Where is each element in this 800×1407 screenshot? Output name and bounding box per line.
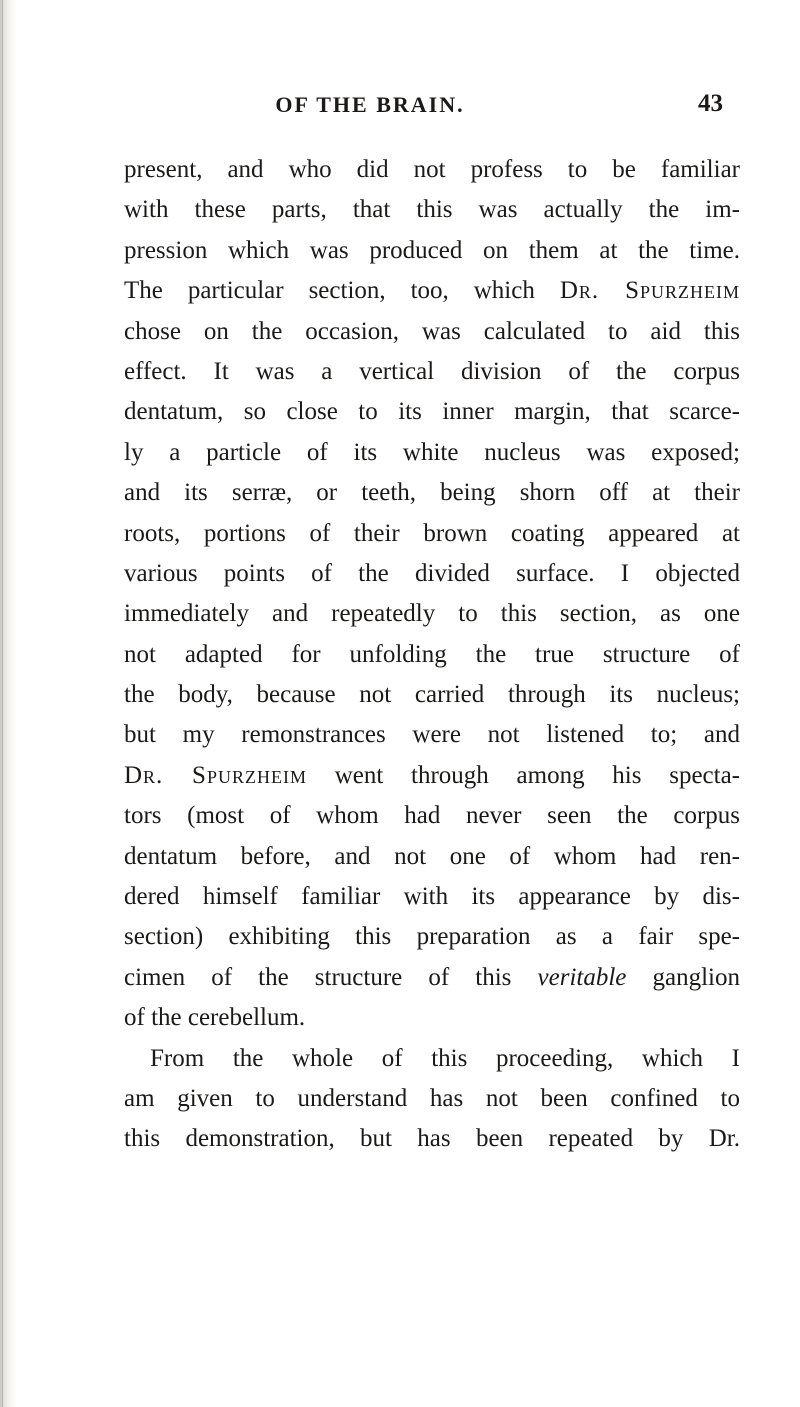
text-line: immediately and repeatedly to this section, as one bbox=[124, 600, 740, 628]
text-line: dentatum, so close to its inner margin, that scarce- bbox=[124, 398, 740, 426]
binding-shadow bbox=[2, 0, 3, 1407]
text-line: ly a particle of its white nucleus was exposed; bbox=[124, 438, 740, 466]
text-line: not adapted for unfolding the true structure of bbox=[124, 640, 740, 668]
text-segment: cimen of the structure of this bbox=[124, 963, 538, 991]
author-name: Dr. Spurzheim bbox=[124, 761, 307, 789]
text-line: and its serræ, or teeth, being shorn off at their bbox=[124, 479, 740, 507]
text-line bbox=[124, 271, 740, 311]
text-line: with these parts, that this was actually the im- bbox=[124, 196, 740, 224]
text-line: pression which was produced on them at the time. bbox=[124, 236, 740, 264]
text-segment: went through among his specta- bbox=[306, 761, 740, 789]
text-line: but my remonstrances were not listened to; and bbox=[124, 721, 740, 749]
text-line: am given to understand has not been confined to bbox=[124, 1084, 740, 1112]
paragraph-end-line: of the cerebellum. bbox=[124, 1004, 306, 1032]
text-line: chose on the occasion, was calculated to aid this bbox=[124, 317, 740, 345]
text-line: dered himself familiar with its appearance by dis- bbox=[124, 883, 740, 911]
text-line: dentatum before, and not one of whom had ren- bbox=[124, 842, 740, 870]
text-line: the body, because not carried through its nucleus; bbox=[124, 681, 740, 709]
author-name: Dr. Spurzheim bbox=[559, 277, 741, 305]
text-line: this demonstration, but has been repeated by Dr. bbox=[124, 1125, 740, 1153]
body-text bbox=[124, 150, 740, 1160]
page-header bbox=[0, 92, 800, 132]
text-line: various points of the divided surface. I objected bbox=[124, 559, 740, 587]
text-line: present, and who did not profess to be familiar bbox=[124, 156, 740, 183]
text-line: roots, portions of their brown coating appeared at bbox=[124, 519, 740, 547]
text-line bbox=[124, 958, 740, 998]
paragraph-start-line: From the whole of this proceeding, which I bbox=[150, 1044, 740, 1072]
emphasis-word: veritable bbox=[537, 963, 627, 991]
text-line: effect. It was a vertical division of the corpus bbox=[124, 357, 740, 385]
text-line: tors (most of whom had never seen the corpus bbox=[124, 802, 740, 830]
text-line: section) exhibiting this preparation as a fair spe- bbox=[124, 923, 740, 951]
text-line bbox=[124, 756, 740, 796]
running-head: OF THE BRAIN. bbox=[275, 92, 465, 117]
text-segment: The particular section, too, which bbox=[124, 277, 560, 305]
page-number: 43 bbox=[698, 90, 723, 117]
text-segment: ganglion bbox=[626, 963, 740, 991]
